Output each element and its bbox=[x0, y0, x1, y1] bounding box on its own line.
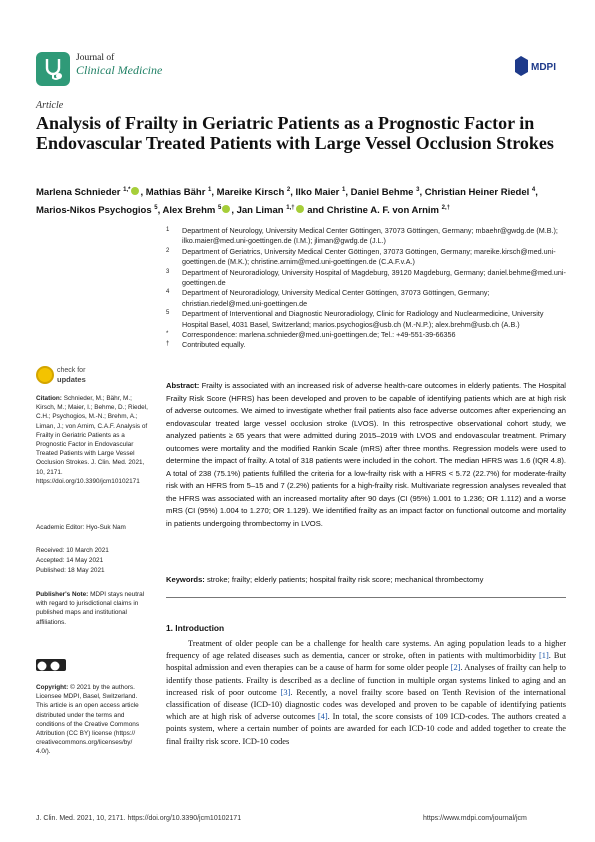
orcid-icon[interactable] bbox=[131, 187, 139, 195]
author-affiliation-mark: 1,† bbox=[286, 204, 295, 211]
check-for-updates-icon[interactable] bbox=[36, 366, 54, 384]
author-affiliation-mark: 4 bbox=[531, 187, 536, 193]
footer-journal-url[interactable]: https://www.mdpi.com/journal/jcm bbox=[423, 815, 527, 822]
date-published: Published: 18 May 2021 bbox=[36, 567, 105, 574]
abstract-label: Abstract: bbox=[166, 381, 200, 390]
author-name[interactable]: Christine A. F. von Arnim $^{2,\dagger}$ bbox=[326, 204, 450, 216]
introduction-body bbox=[166, 638, 566, 748]
affiliation-mark: 5 bbox=[166, 310, 170, 317]
article-type: Article bbox=[36, 100, 64, 111]
affiliation-text: Department of Neuroradiology, University Hospital of Magdeburg, 39120 Magdeburg, Germany; daniel.behme@med.uni-goettingen.de bbox=[182, 267, 566, 288]
publisher-note-text: MDPI stays neutral with regard to jurisdictional claims in published maps and institutional affiliations. bbox=[36, 591, 145, 626]
date-received: Received: 10 March 2021 bbox=[36, 547, 109, 554]
publisher-note bbox=[36, 590, 148, 627]
author-affiliation-mark: 1,* bbox=[123, 187, 131, 193]
citation-label: Citation: bbox=[36, 395, 62, 402]
affiliation-text: Department of Geriatrics, University Medical Center Göttingen, 37073 Göttingen, Germany; mareike.kirsch@med.uni-goettingen.de (M.K.); christine.arnim@med.uni-goettingen.de (C.A.F.v.A.) bbox=[182, 246, 556, 267]
author-affiliation-mark: 3 bbox=[416, 187, 420, 193]
affiliation-mark: † bbox=[166, 341, 170, 348]
keywords bbox=[166, 574, 566, 586]
affiliation-text: Department of Neurology, University Medical Center Göttingen, 37073 Göttingen, Germany; mbaehr@gwdg.de (M.B.); ilko.maier@med.uni-goettingen.de (I.M.); jliman@gwdg.de (J.L.) bbox=[182, 226, 558, 246]
keywords-label: Keywords: bbox=[166, 575, 205, 584]
affiliation-mark: 4 bbox=[166, 289, 170, 296]
author-affiliation-mark: 5 bbox=[154, 204, 158, 211]
copyright-block bbox=[36, 683, 148, 757]
affiliations bbox=[166, 226, 566, 351]
author-name[interactable]: Jan Liman $^{1,\dagger}$ bbox=[236, 204, 295, 216]
affiliation-item bbox=[166, 226, 566, 247]
affiliation-item bbox=[166, 268, 566, 289]
journal-logo-icon bbox=[36, 52, 70, 86]
reference-link[interactable]: [2] bbox=[450, 663, 461, 673]
mdpi-logo-icon[interactable] bbox=[515, 56, 559, 76]
section-divider bbox=[166, 597, 566, 598]
author-affiliation-mark: 2 bbox=[286, 187, 291, 193]
journal-name-prefix: Journal of bbox=[76, 53, 115, 63]
footer-citation[interactable]: J. Clin. Med. 2021, 10, 2171. https://doi.org/10.3390/jcm10102171 bbox=[36, 815, 242, 822]
author-name[interactable]: Alex Brehm $^5$ bbox=[162, 204, 222, 216]
orcid-icon[interactable] bbox=[222, 205, 230, 213]
affiliation-mark: 3 bbox=[166, 268, 170, 275]
author-affiliation-mark: 1 bbox=[342, 187, 346, 193]
affiliation-item bbox=[166, 309, 566, 330]
author-affiliation-mark: 1 bbox=[208, 187, 212, 193]
copyright-text: © 2021 by the authors. Licensee MDPI, Basel, Switzerland. This article is an open access article distributed under the terms and conditions of the Creative Commons Attribution (CC BY) license (https:// creativecommons.org/licenses/by/ 4.0/). bbox=[36, 684, 140, 756]
keywords-text: stroke; frailty; elderly patients; hospital frailty risk score; mechanical thrombectomy bbox=[206, 575, 484, 584]
cc-by-license-icon[interactable] bbox=[36, 659, 66, 671]
publisher-logo-text: MDPI bbox=[531, 62, 556, 73]
affiliation-item bbox=[166, 247, 566, 268]
orcid-icon[interactable] bbox=[296, 205, 304, 213]
page-title: Analysis of Frailty in Geriatric Patients as a Prognostic Factor in Endovascular Treated Patients with Large Vessel Occlusion Strokes bbox=[36, 113, 554, 153]
author-affiliation-mark: 2,† bbox=[441, 204, 450, 211]
affiliation-text: Department of Interventional and Diagnostic Neuroradiology, Clinic for Radiology and Nuclearmedicine, University Hospital Basel, 4031 Basel, Switzerland; marios.psychogios@usb.ch (M.-N.P.); alex.brehm@usb.ch (A.B.) bbox=[182, 309, 544, 329]
affiliation-item bbox=[166, 288, 566, 309]
reference-link[interactable]: [3] bbox=[280, 687, 291, 697]
check-for-updates-label[interactable]: check for bbox=[57, 367, 86, 374]
copyright-label: Copyright: bbox=[36, 684, 69, 691]
affiliation-mark: 1 bbox=[166, 227, 170, 233]
affiliation-item bbox=[166, 330, 566, 340]
author-list: Marlena Schnieder $^{1,*}$ , Mathias Bähr $^1$, Mareike Kirsch $^2$, Ilko Maier $^1$, Daniel Behme $^3$, Christian Heiner Riedel $^4$, Marios-Nikos Psychogios $^5$, Alex Brehm $^5$ , Jan Liman $^{1,\dagger}$ and Christine A. F. von Arnim $^{2,\dagger}$ bbox=[36, 187, 538, 216]
affiliation-mark: * bbox=[166, 331, 169, 338]
affiliation-item bbox=[166, 340, 566, 350]
journal-name: Clinical Medicine bbox=[76, 63, 163, 77]
author-name[interactable]: Mareike Kirsch $^2$ bbox=[216, 187, 291, 199]
author-name[interactable]: Marlena Schnieder $^{1,*}$ bbox=[36, 187, 131, 199]
author-name[interactable]: Christian Heiner Riedel $^4$ bbox=[424, 187, 536, 199]
affiliation-mark: 2 bbox=[166, 247, 170, 254]
affiliation-text: Contributed equally. bbox=[182, 340, 246, 350]
author-affiliation-mark: 5 bbox=[217, 204, 222, 211]
reference-link[interactable]: [1] bbox=[538, 651, 549, 661]
introduction-paragraph: Treatment of older people can be a challenge for health care systems. An aging population leads to a higher frequency of age related diseases such as dementia, cancer or stroke, often in patients with multimorbidity [1]. But hospital admission and even therapies can be a cause of harm for some older people [2]. Analyses of frailty can help to identify those patients. Frailty is described as a decline of function in multiple organ systems linked to aging and an increased risk of poor outcome [3]. Recently, a novel frailty score based on Tenth Revision of the international classification of disease (ICD-10) diagnostic codes was developed and proven to be capable of identifying patients which are at high risk of adverse outcomes [4]. In total, the score consists of 109 ICD-codes. The authors created a points system, where a certain number of points are awarded for each ICD-10 code and added together to create the final frailty risk score. ICD-10 codes bbox=[166, 639, 566, 746]
publisher-note-label: Publisher's Note: bbox=[36, 591, 89, 598]
author-name[interactable]: Daniel Behme $^3$ bbox=[350, 187, 420, 199]
check-for-updates-label-bold[interactable]: updates bbox=[57, 375, 86, 384]
citation-text: Schnieder, M.; Bähr, M.; Kirsch, M.; Maier, I.; Behme, D.; Riedel, C.H.; Psychogios, M.-N.; Brehm, A.; Liman, J.; von Arnim, C.A.F. Analysis of Frailty in Geriatric Patients as a Prognostic Factor in Endovascular Treated Patients with Large Vessel Occlusion Strokes. J. Clin. Med. 2021, 10, 2171. https://doi.org/10.3390/jcm10102171 bbox=[36, 395, 148, 485]
author-name[interactable]: Mathias Bähr $^1$ bbox=[145, 187, 212, 199]
affiliation-text: Correspondence: marlena.schnieder@med.uni-goettingen.de; Tel.: +49-551-39-66356 bbox=[182, 330, 456, 340]
author-name[interactable]: Marios-Nikos Psychogios $^5$ bbox=[36, 204, 158, 216]
abstract bbox=[166, 380, 566, 530]
affiliation-text: Department of Neuroradiology, University Medical Center Göttingen, 37073 Göttingen, Germany; christian.riedel@med.uni-goettingen.de bbox=[182, 288, 490, 308]
author-name[interactable]: Ilko Maier $^1$ bbox=[295, 187, 346, 199]
citation-block bbox=[36, 394, 148, 486]
date-accepted: Accepted: 14 May 2021 bbox=[36, 557, 104, 564]
academic-editor: Academic Editor: Hyo-Suk Nam bbox=[36, 524, 126, 531]
reference-link[interactable]: [4] bbox=[317, 712, 328, 722]
section-heading-introduction: 1. Introduction bbox=[166, 623, 225, 633]
abstract-text: Frailty is associated with an increased risk of adverse health-care outcomes in elderly patients. The Hospital Frailty Risk Score (HFRS) has been developed and proven to be capable of identifying patients which are at high risk of adverse outcomes. We aimed to investigate whether frail patients also face adverse outcomes after experiencing an endovascular treated large vessel occlusion stroke (LVOS). In this retrospective observational cohort study, we analyzed patients ≥ 65 years that were admitted during 2015–2019 with LVOS and endovascular treatment. Primary outcomes were mortality and the modified Rankin Scale (mRS) after three months. Regression models were used to determine the impact of frailty. A total of 318 patients were included in the cohort. The median HFRS was 1.6 (IQR 4.8). A total of 238 (75.1%) patients fulfilled the criteria for a low-frailty risk with a HFRS < 5.72 (22.7%) for moderate-frailty risk with an HFRS from 5–15 and 7 (2.2%) patients for a high-frailty risk. Multivariate regression analyses revealed that the HFRS was associated with an increased mortality after 90 days (CI (95%) 1.001 to 1.236; OR 1.112) and a worse mRS (CI (95%) 1.004 to 1.270; OR 1.129). We identified frailty as an impact factor on functional outcome and mortality in patients undergoing thrombectomy in LVOS. bbox=[166, 381, 566, 528]
